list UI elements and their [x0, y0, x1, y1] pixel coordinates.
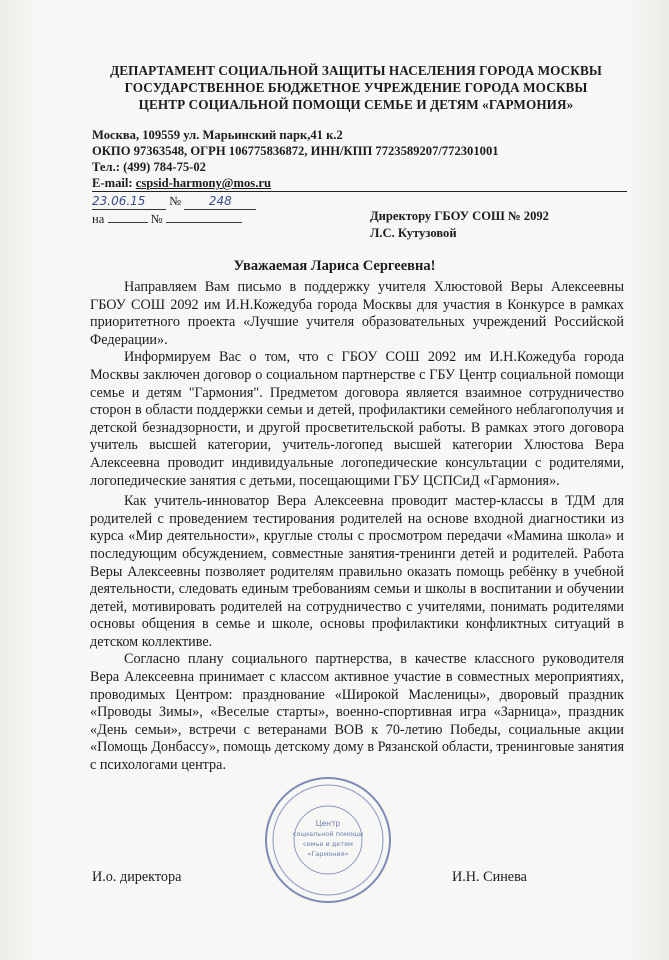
letterhead: [86, 62, 626, 113]
contact-block: [92, 127, 499, 191]
addressee-line-1: Директору ГБОУ СОШ № 2092: [370, 209, 549, 223]
letterhead-line-2: ГОСУДАРСТВЕННОЕ БЮДЖЕТНОЕ УЧРЕЖДЕНИЕ ГОРОДА МОСКВЫ: [124, 80, 588, 95]
letter-body: [90, 279, 624, 775]
paragraph-2: Информируем Вас о том, что с ГБОУ СОШ 2092 им И.Н.Кожедуба города Москвы заключен договор о социальном партнерстве с ГБУ Центр социальной помощи семье и детям "Гармония". Предметом договора является взаимное сотрудничество сторон в области поддержки семьи и детей, профилактики семейного неблагополучия и детской безнадзорности, и другой просветительской работы. В рамках этого договора учитель высшей категории, учитель-логопед высшей категории Хлюстова Вера Алексеевна проводит индивидуальные логопедические консультации с родителями, логопедические занятия с детьми, посещающими ГБУ ЦСПСиД «Гармония».: [90, 349, 624, 489]
salutation: Уважаемая Лариса Сергеевна!: [233, 258, 436, 274]
paragraph-1: Направляем Вам письмо в поддержку учителя Хлюстовой Веры Алексеевны ГБОУ СОШ 2092 им И.Н.Кожедуба города Москвы для участия в Конкурсе в рамках приоритетного проекта «Лучшие учителя образовательных учреждений Российской Федерации».: [90, 279, 624, 348]
stamp-text-1: Центр: [315, 819, 341, 828]
email-link[interactable]: cspsid-harmony@mos.ru: [135, 176, 271, 190]
incoming-number-sign: №: [150, 212, 163, 226]
registry-codes: ОКПО 97363548, ОГРН 106775836872, ИНН/КПП 7723589207/772301001: [92, 144, 499, 158]
incoming-prefix: на: [92, 212, 105, 226]
signatory-name: И.Н. Синева: [452, 869, 527, 885]
incoming-reference: [92, 212, 242, 227]
signatory-position: И.о. директора: [92, 869, 182, 885]
outgoing-number-value: 248: [208, 194, 232, 208]
stamp-text-3: семье и детям: [303, 840, 353, 848]
letterhead-line-3: ЦЕНТР СОЦИАЛЬНОЙ ПОМОЩИ СЕМЬЕ И ДЕТЯМ «ГАРМОНИЯ»: [138, 97, 574, 112]
paragraph-3: Как учитель-инноватор Вера Алексеевна проводит мастер-классы в ТДМ для родителей с проведением тестирования родителей на основе входной диагностики из курса «Мир деятельности», круглые столы с просмотром передачи «Мамина школа» и последующим обсуждением, совместные занятия-тренинги детей и родителей. Работа Веры Алексеевны позволяет родителям правильно оказать помощь ребёнку в учебной деятельности, следовать единым требованиям семьи и школы в воспитании и обучении детей, мотивировать родителей на сотрудничество с учителями, понимать родителями основы общения в семье и школе, основы профилактики конфликтных ситуаций в детском коллективе.: [90, 493, 624, 650]
outgoing-date: 23.06.15: [92, 194, 146, 208]
letterhead-line-1: ДЕПАРТАМЕНТ СОЦИАЛЬНОЙ ЗАЩИТЫ НАСЕЛЕНИЯ ГОРОДА МОСКВЫ: [110, 63, 602, 78]
stamp-text-2: социальной помощи: [292, 830, 364, 838]
stamp-text-4: «Гармония»: [307, 850, 349, 858]
email-label: E-mail:: [92, 176, 136, 190]
paragraph-4: Согласно плану социального партнерства, в качестве классного руководителя Вера Алексеевна принимает с классом активное участие в совместных мероприятиях, проводимых Центром: празднование «Широкой Масленицы», дворовый праздник «Проводы Зимы», «Веселые старты», военно-спортивная игра «Зарница», праздник «День семьи», встречи с ветеранами ВОВ к 70-летию Победы, социальные акции «Помощь Донбассу», помощь детскому дому в Рязанской области, тренинговые занятия с психологами центра.: [90, 651, 624, 774]
round-stamp: [262, 774, 394, 906]
email-line: [92, 175, 499, 191]
header-divider: [92, 191, 627, 192]
addressee: [370, 208, 549, 242]
phone: Тел.: (499) 784-75-02: [92, 160, 206, 174]
outgoing-number-sign: №: [169, 194, 182, 208]
address: Москва, 109559 ул. Марьинский парк,41 к.2: [92, 128, 343, 142]
addressee-line-2: Л.С. Кутузовой: [370, 226, 457, 240]
outgoing-number: [92, 194, 256, 210]
